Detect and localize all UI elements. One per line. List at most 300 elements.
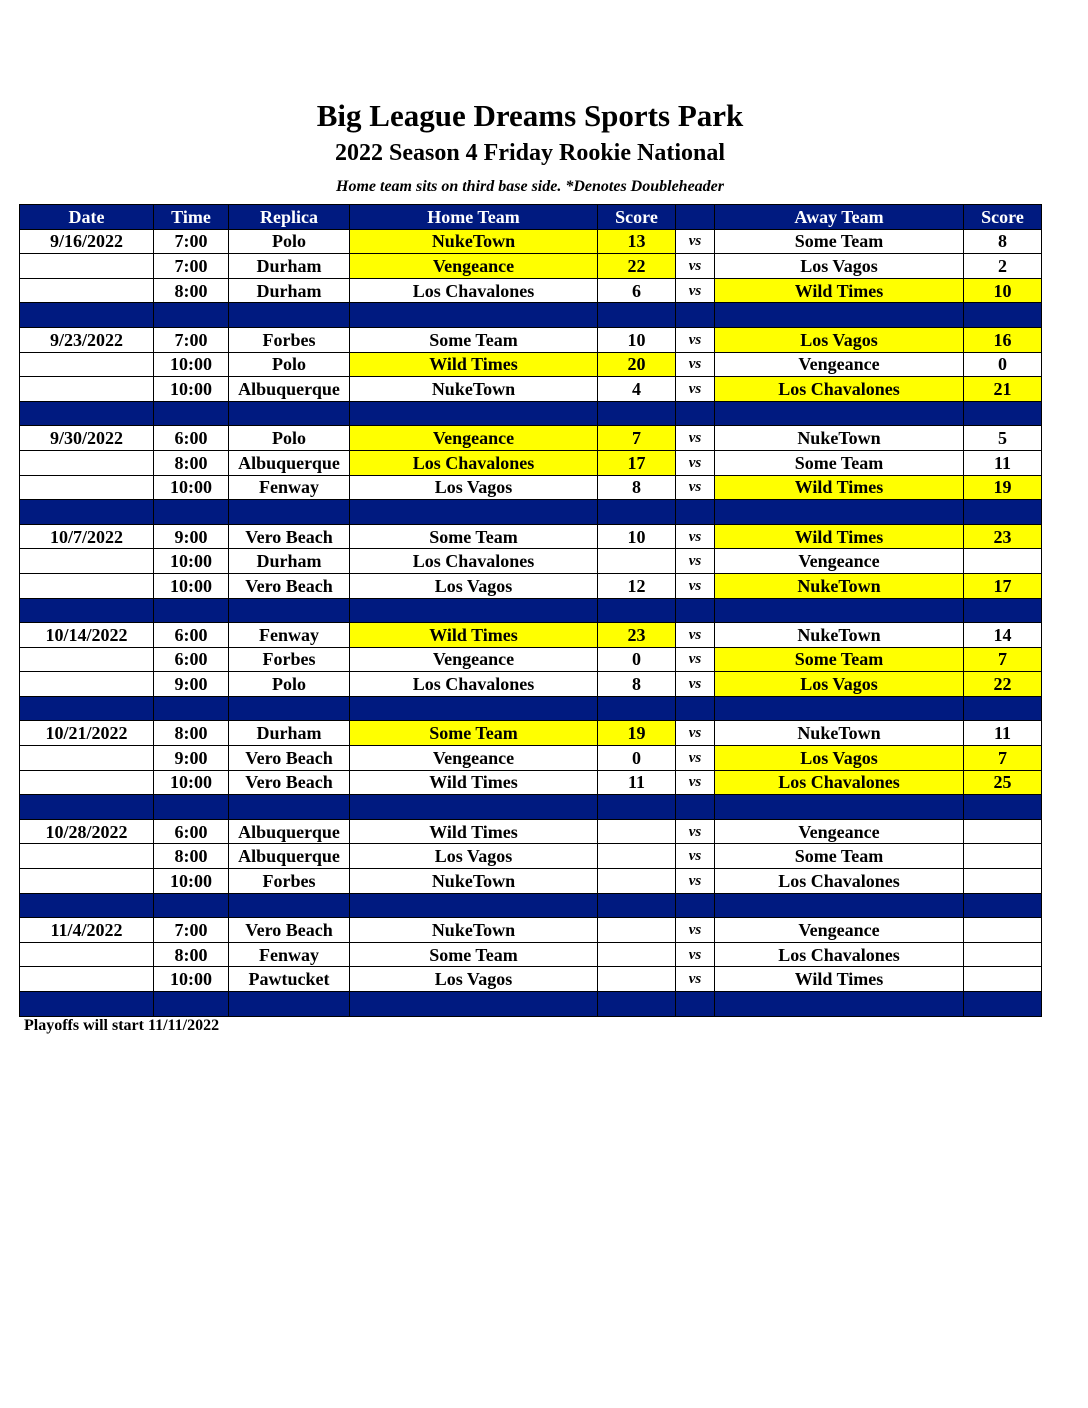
vs-cell: vs	[676, 573, 715, 598]
field-cell: Albuquerque	[229, 450, 350, 475]
away-score-cell: 7	[964, 746, 1042, 771]
away-score-cell	[964, 819, 1042, 844]
table-row	[20, 229, 1042, 254]
separator-cell	[676, 893, 715, 918]
home-score-cell: 19	[598, 721, 676, 746]
away-team-cell: NukeTown	[715, 623, 964, 648]
table-row	[20, 573, 1042, 598]
date-cell	[20, 647, 154, 672]
home-score-cell: 4	[598, 377, 676, 402]
field-cell: Polo	[229, 229, 350, 254]
home-team-cell: Vengeance	[350, 426, 598, 451]
time-cell: 10:00	[154, 869, 229, 894]
date-cell: 9/23/2022	[20, 327, 154, 352]
col-header-away-team: Away Team	[715, 205, 964, 230]
field-cell: Durham	[229, 549, 350, 574]
date-cell	[20, 450, 154, 475]
away-score-cell	[964, 967, 1042, 992]
separator-cell	[20, 303, 154, 328]
vs-cell: vs	[676, 327, 715, 352]
field-cell: Polo	[229, 672, 350, 697]
date-cell	[20, 475, 154, 500]
field-cell: Vero Beach	[229, 770, 350, 795]
col-header-time: Time	[154, 205, 229, 230]
time-cell: 6:00	[154, 623, 229, 648]
separator-cell	[676, 696, 715, 721]
away-score-cell: 14	[964, 623, 1042, 648]
date-cell: 9/16/2022	[20, 229, 154, 254]
vs-cell: vs	[676, 672, 715, 697]
away-score-cell	[964, 549, 1042, 574]
schedule-note: Home team sits on third base side. *Denotes Doubleheader	[336, 178, 724, 195]
separator-cell	[964, 598, 1042, 623]
separator-cell	[229, 598, 350, 623]
home-team-cell: Wild Times	[350, 770, 598, 795]
vs-cell: vs	[676, 450, 715, 475]
vs-cell: vs	[676, 254, 715, 279]
home-score-cell: 23	[598, 623, 676, 648]
time-cell: 6:00	[154, 819, 229, 844]
col-header-vs	[676, 205, 715, 230]
separator-cell	[715, 795, 964, 820]
separator-cell	[154, 598, 229, 623]
schedule-table	[19, 204, 1042, 1017]
home-score-cell	[598, 549, 676, 574]
separator-cell	[229, 303, 350, 328]
home-team-cell: Some Team	[350, 942, 598, 967]
separator-cell	[964, 500, 1042, 525]
home-team-cell: Los Chavalones	[350, 450, 598, 475]
separator-cell	[350, 500, 598, 525]
away-score-cell: 16	[964, 327, 1042, 352]
time-cell: 9:00	[154, 672, 229, 697]
time-cell: 9:00	[154, 524, 229, 549]
date-cell	[20, 746, 154, 771]
away-score-cell: 19	[964, 475, 1042, 500]
vs-cell: vs	[676, 647, 715, 672]
separator-cell	[715, 500, 964, 525]
home-score-cell: 0	[598, 746, 676, 771]
away-score-cell: 10	[964, 278, 1042, 303]
away-team-cell: Los Chavalones	[715, 377, 964, 402]
home-score-cell: 7	[598, 426, 676, 451]
separator-cell	[154, 401, 229, 426]
field-cell: Albuquerque	[229, 819, 350, 844]
away-score-cell: 25	[964, 770, 1042, 795]
week-separator-row	[20, 893, 1042, 918]
time-cell: 10:00	[154, 967, 229, 992]
home-team-cell: NukeTown	[350, 869, 598, 894]
vs-cell: vs	[676, 721, 715, 746]
separator-cell	[715, 893, 964, 918]
separator-cell	[154, 303, 229, 328]
separator-cell	[350, 598, 598, 623]
separator-cell	[350, 992, 598, 1017]
away-team-cell: Vengeance	[715, 549, 964, 574]
field-cell: Vero Beach	[229, 573, 350, 598]
field-cell: Durham	[229, 278, 350, 303]
table-row	[20, 672, 1042, 697]
separator-cell	[598, 795, 676, 820]
separator-cell	[715, 598, 964, 623]
home-team-cell: Los Vagos	[350, 844, 598, 869]
separator-cell	[598, 893, 676, 918]
col-header-home-team: Home Team	[350, 205, 598, 230]
away-score-cell: 11	[964, 721, 1042, 746]
home-team-cell: Los Vagos	[350, 967, 598, 992]
field-cell: Fenway	[229, 623, 350, 648]
table-row	[20, 524, 1042, 549]
table-row	[20, 844, 1042, 869]
separator-cell	[676, 992, 715, 1017]
separator-cell	[20, 500, 154, 525]
field-cell: Vero Beach	[229, 524, 350, 549]
separator-cell	[676, 401, 715, 426]
playoffs-note: Playoffs will start 11/11/2022	[24, 1017, 220, 1034]
time-cell: 7:00	[154, 327, 229, 352]
separator-cell	[964, 893, 1042, 918]
field-cell: Fenway	[229, 475, 350, 500]
date-cell: 10/14/2022	[20, 623, 154, 648]
home-team-cell: Los Chavalones	[350, 549, 598, 574]
separator-cell	[350, 401, 598, 426]
separator-cell	[20, 696, 154, 721]
separator-cell	[20, 598, 154, 623]
home-score-cell: 8	[598, 672, 676, 697]
home-score-cell: 0	[598, 647, 676, 672]
home-team-cell: Los Vagos	[350, 475, 598, 500]
time-cell: 7:00	[154, 254, 229, 279]
date-cell	[20, 377, 154, 402]
home-score-cell: 10	[598, 524, 676, 549]
date-cell: 10/28/2022	[20, 819, 154, 844]
time-cell: 10:00	[154, 352, 229, 377]
away-team-cell: Wild Times	[715, 475, 964, 500]
date-cell: 10/7/2022	[20, 524, 154, 549]
home-team-cell: Some Team	[350, 721, 598, 746]
table-row	[20, 623, 1042, 648]
time-cell: 10:00	[154, 573, 229, 598]
vs-cell: vs	[676, 623, 715, 648]
separator-cell	[598, 598, 676, 623]
home-score-cell: 13	[598, 229, 676, 254]
vs-cell: vs	[676, 967, 715, 992]
field-cell: Vero Beach	[229, 746, 350, 771]
separator-cell	[350, 303, 598, 328]
vs-cell: vs	[676, 746, 715, 771]
vs-cell: vs	[676, 229, 715, 254]
date-cell	[20, 549, 154, 574]
table-row	[20, 942, 1042, 967]
home-team-cell: Wild Times	[350, 623, 598, 648]
separator-cell	[676, 500, 715, 525]
separator-cell	[676, 598, 715, 623]
table-row	[20, 327, 1042, 352]
separator-cell	[964, 795, 1042, 820]
time-cell: 6:00	[154, 647, 229, 672]
separator-cell	[154, 500, 229, 525]
away-team-cell: Los Vagos	[715, 672, 964, 697]
date-cell	[20, 352, 154, 377]
away-score-cell: 2	[964, 254, 1042, 279]
date-cell	[20, 942, 154, 967]
home-score-cell: 6	[598, 278, 676, 303]
separator-cell	[964, 992, 1042, 1017]
date-cell: 10/21/2022	[20, 721, 154, 746]
separator-cell	[598, 992, 676, 1017]
separator-cell	[350, 795, 598, 820]
separator-cell	[229, 893, 350, 918]
vs-cell: vs	[676, 475, 715, 500]
table-row	[20, 278, 1042, 303]
vs-cell: vs	[676, 844, 715, 869]
home-score-cell: 10	[598, 327, 676, 352]
table-row	[20, 967, 1042, 992]
away-score-cell: 0	[964, 352, 1042, 377]
away-team-cell: Vengeance	[715, 918, 964, 943]
separator-cell	[20, 893, 154, 918]
away-team-cell: NukeTown	[715, 721, 964, 746]
field-cell: Vero Beach	[229, 918, 350, 943]
home-score-cell: 17	[598, 450, 676, 475]
page-title: Big League Dreams Sports Park	[316, 98, 744, 133]
separator-cell	[154, 795, 229, 820]
separator-cell	[964, 696, 1042, 721]
vs-cell: vs	[676, 770, 715, 795]
separator-cell	[229, 696, 350, 721]
field-cell: Polo	[229, 352, 350, 377]
home-team-cell: Some Team	[350, 524, 598, 549]
away-score-cell	[964, 844, 1042, 869]
home-team-cell: Vengeance	[350, 647, 598, 672]
date-cell	[20, 844, 154, 869]
away-team-cell: Wild Times	[715, 524, 964, 549]
away-team-cell: NukeTown	[715, 426, 964, 451]
away-team-cell: Wild Times	[715, 278, 964, 303]
date-cell	[20, 770, 154, 795]
separator-cell	[598, 401, 676, 426]
away-score-cell	[964, 869, 1042, 894]
home-team-cell: Wild Times	[350, 819, 598, 844]
date-cell	[20, 967, 154, 992]
vs-cell: vs	[676, 426, 715, 451]
field-cell: Fenway	[229, 942, 350, 967]
schedule-body	[20, 229, 1042, 1016]
separator-cell	[229, 992, 350, 1017]
away-score-cell	[964, 942, 1042, 967]
away-score-cell: 11	[964, 450, 1042, 475]
time-cell: 9:00	[154, 746, 229, 771]
table-row	[20, 450, 1042, 475]
separator-cell	[964, 303, 1042, 328]
time-cell: 8:00	[154, 450, 229, 475]
table-row	[20, 770, 1042, 795]
away-score-cell: 5	[964, 426, 1042, 451]
away-team-cell: Some Team	[715, 450, 964, 475]
away-score-cell: 7	[964, 647, 1042, 672]
week-separator-row	[20, 401, 1042, 426]
home-score-cell: 20	[598, 352, 676, 377]
separator-cell	[676, 795, 715, 820]
col-header-replica: Replica	[229, 205, 350, 230]
week-separator-row	[20, 303, 1042, 328]
table-row	[20, 352, 1042, 377]
time-cell: 10:00	[154, 377, 229, 402]
field-cell: Durham	[229, 254, 350, 279]
table-row	[20, 254, 1042, 279]
field-cell: Forbes	[229, 327, 350, 352]
table-row	[20, 746, 1042, 771]
separator-cell	[20, 992, 154, 1017]
home-team-cell: Vengeance	[350, 746, 598, 771]
away-score-cell: 23	[964, 524, 1042, 549]
date-cell	[20, 672, 154, 697]
table-row	[20, 549, 1042, 574]
away-score-cell	[964, 918, 1042, 943]
table-row	[20, 647, 1042, 672]
away-team-cell: Some Team	[715, 647, 964, 672]
date-cell	[20, 573, 154, 598]
table-row	[20, 918, 1042, 943]
separator-cell	[350, 893, 598, 918]
table-row	[20, 869, 1042, 894]
time-cell: 6:00	[154, 426, 229, 451]
col-header-away-score: Score	[964, 205, 1042, 230]
home-team-cell: NukeTown	[350, 229, 598, 254]
time-cell: 10:00	[154, 549, 229, 574]
time-cell: 8:00	[154, 844, 229, 869]
separator-cell	[715, 303, 964, 328]
separator-cell	[715, 401, 964, 426]
home-score-cell	[598, 819, 676, 844]
separator-cell	[676, 303, 715, 328]
table-row	[20, 377, 1042, 402]
field-cell: Albuquerque	[229, 844, 350, 869]
col-header-date: Date	[20, 205, 154, 230]
away-score-cell: 8	[964, 229, 1042, 254]
vs-cell: vs	[676, 869, 715, 894]
week-separator-row	[20, 795, 1042, 820]
away-team-cell: Los Vagos	[715, 254, 964, 279]
separator-cell	[598, 303, 676, 328]
time-cell: 10:00	[154, 770, 229, 795]
home-team-cell: NukeTown	[350, 918, 598, 943]
home-team-cell: Los Chavalones	[350, 278, 598, 303]
date-cell: 11/4/2022	[20, 918, 154, 943]
separator-cell	[20, 795, 154, 820]
away-score-cell: 21	[964, 377, 1042, 402]
separator-cell	[154, 893, 229, 918]
week-separator-row	[20, 992, 1042, 1017]
home-team-cell: Los Vagos	[350, 573, 598, 598]
vs-cell: vs	[676, 278, 715, 303]
away-team-cell: Los Chavalones	[715, 869, 964, 894]
away-score-cell: 17	[964, 573, 1042, 598]
away-team-cell: NukeTown	[715, 573, 964, 598]
away-team-cell: Some Team	[715, 844, 964, 869]
field-cell: Forbes	[229, 647, 350, 672]
field-cell: Polo	[229, 426, 350, 451]
separator-cell	[598, 500, 676, 525]
table-row	[20, 721, 1042, 746]
home-score-cell: 12	[598, 573, 676, 598]
separator-cell	[229, 795, 350, 820]
home-score-cell	[598, 967, 676, 992]
separator-cell	[20, 401, 154, 426]
away-team-cell: Some Team	[715, 229, 964, 254]
time-cell: 8:00	[154, 721, 229, 746]
away-team-cell: Vengeance	[715, 352, 964, 377]
vs-cell: vs	[676, 918, 715, 943]
vs-cell: vs	[676, 524, 715, 549]
week-separator-row	[20, 500, 1042, 525]
vs-cell: vs	[676, 377, 715, 402]
separator-cell	[229, 500, 350, 525]
vs-cell: vs	[676, 549, 715, 574]
vs-cell: vs	[676, 352, 715, 377]
away-team-cell: Los Chavalones	[715, 770, 964, 795]
time-cell: 7:00	[154, 918, 229, 943]
home-score-cell	[598, 918, 676, 943]
separator-cell	[964, 401, 1042, 426]
col-header-home-score: Score	[598, 205, 676, 230]
date-cell	[20, 869, 154, 894]
field-cell: Durham	[229, 721, 350, 746]
table-row	[20, 475, 1042, 500]
date-cell	[20, 278, 154, 303]
page-subtitle: 2022 Season 4 Friday Rookie National	[334, 140, 726, 166]
away-team-cell: Wild Times	[715, 967, 964, 992]
table-row	[20, 426, 1042, 451]
home-score-cell	[598, 942, 676, 967]
date-cell	[20, 254, 154, 279]
time-cell: 7:00	[154, 229, 229, 254]
header-row	[20, 205, 1042, 230]
field-cell: Pawtucket	[229, 967, 350, 992]
separator-cell	[154, 992, 229, 1017]
home-score-cell	[598, 844, 676, 869]
away-team-cell: Los Chavalones	[715, 942, 964, 967]
week-separator-row	[20, 696, 1042, 721]
field-cell: Albuquerque	[229, 377, 350, 402]
vs-cell: vs	[676, 819, 715, 844]
separator-cell	[154, 696, 229, 721]
away-team-cell: Los Vagos	[715, 746, 964, 771]
separator-cell	[715, 992, 964, 1017]
separator-cell	[598, 696, 676, 721]
week-separator-row	[20, 598, 1042, 623]
home-team-cell: Wild Times	[350, 352, 598, 377]
time-cell: 8:00	[154, 278, 229, 303]
time-cell: 10:00	[154, 475, 229, 500]
home-score-cell: 8	[598, 475, 676, 500]
home-team-cell: Vengeance	[350, 254, 598, 279]
away-team-cell: Vengeance	[715, 819, 964, 844]
vs-cell: vs	[676, 942, 715, 967]
table-row	[20, 819, 1042, 844]
home-score-cell: 22	[598, 254, 676, 279]
away-score-cell: 22	[964, 672, 1042, 697]
date-cell: 9/30/2022	[20, 426, 154, 451]
home-score-cell	[598, 869, 676, 894]
time-cell: 8:00	[154, 942, 229, 967]
separator-cell	[350, 696, 598, 721]
home-team-cell: Some Team	[350, 327, 598, 352]
home-team-cell: Los Chavalones	[350, 672, 598, 697]
away-team-cell: Los Vagos	[715, 327, 964, 352]
separator-cell	[715, 696, 964, 721]
separator-cell	[229, 401, 350, 426]
